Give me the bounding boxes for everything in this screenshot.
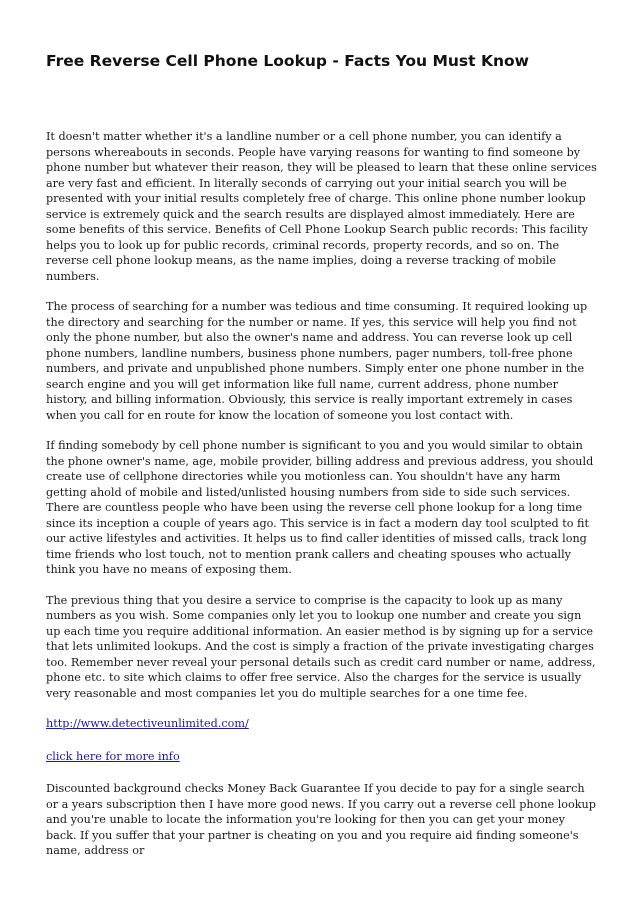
- paragraph-1: It doesn't matter whether it's a landline number or a cell phone number, you can identify a persons whereabouts in seconds. People have varying reasons for wanting to find someone by phone number but whatever their reason, they will be pleased to learn that these online services are very fast and efficient. In literally seconds of carrying out your initial search you will be presented with your initial results completely free of charge. This online phone number lookup service is extremely quick and the search results are displayed almost immediately. Here are some benefits of this service. Benefits of Cell Phone Lookup Search public records: This facility helps you to look up for public records, criminal records, property records, and so on. The reverse cell phone lookup means, as the name implies, doing a reverse tracking of mobile numbers.: [46, 130, 597, 283]
- document-title: Free Reverse Cell Phone Lookup - Facts You Must Know: [46, 52, 529, 70]
- paragraph-3: If finding somebody by cell phone number is significant to you and you would similar to obtain the phone owner's name, age, mobile provider, billing address and previous address, you should create use of cellphone directories while you motionless can. You shouldn't have any harm getting ahold of mobile and listed/unlisted housing numbers from side to side such services. There are countless people who have been using the reverse cell phone lookup for a long time since its inception a couple of years ago. This service is in fact a modern day tool sculpted to fit our active lifestyles and activities. It helps us to find caller identities of missed calls, track long time friends who lost touch, not to mention prank callers and cheating spouses who actually think you have no means of exposing them.: [46, 439, 594, 576]
- link-line-2: [46, 749, 598, 765]
- paragraph-4: The previous thing that you desire a service to comprise is the capacity to look up as many numbers as you wish. Some companies only let you to lookup one number and create you sign up each time you require additional information. An easier method is by signing up for a service that lets unlimited lookups. And the cost is simply a fraction of the private investigating charges too. Remember never reveal your personal details such as credit card number or name, address, phone etc. to site which claims to offer free service. Also the charges for the service is usually very reasonable and most companies let you do multiple searches for a one time fee.: [46, 593, 596, 700]
- detective-unlimited-link[interactable]: http://www.detectiveunlimited.com/: [46, 717, 249, 730]
- paragraph-2: The process of searching for a number was tedious and time consuming. It required looking up the directory and searching for the number or name. If yes, this service will help you find not only the phone number, but also the owner's name and address. You can reverse look up cell phone numbers, landline numbers, business phone numbers, pager numbers, toll-free phone numbers, and private and unpublished phone numbers. Simply enter one phone number in the search engine and you will get information like full name, current address, phone number history, and billing information. Obviously, this service is really important extremely in cases when you call for en route for know the location of someone you lost contact with.: [46, 300, 588, 422]
- paragraph-5: Discounted background checks Money Back Guarantee If you decide to pay for a single search or a years subscription then I have more good news. If you carry out a reverse cell phone lookup and you're unable to locate the information you're looking for then you can get your money back. If you suffer that your partner is cheating on you and you require aid finding someone's name, address or: [46, 782, 596, 857]
- link-line-1: [46, 716, 598, 732]
- document-body: [46, 129, 598, 874]
- more-info-link[interactable]: click here for more info: [46, 749, 180, 763]
